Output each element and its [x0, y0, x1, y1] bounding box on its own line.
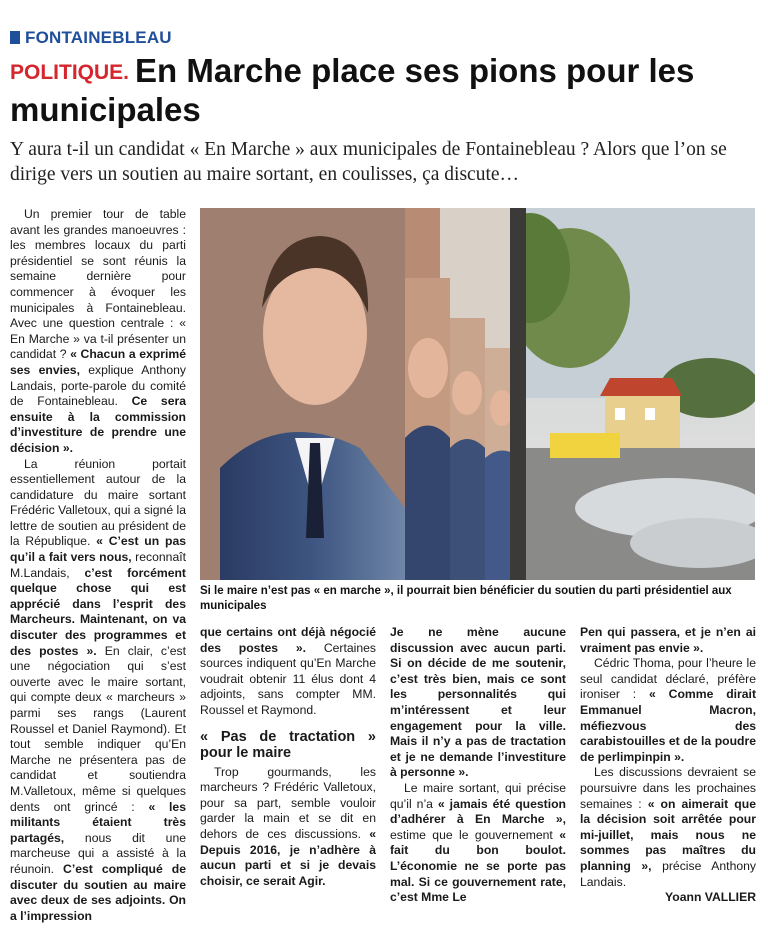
paragraph: Les discussions devraient se poursuivre dans les prochaines semaines : « on aimerait que la décision soit arrêtée pour mi-juillet, mais nous ne sommes pas maîtres du planning », précise Anthony Landais.	[580, 765, 756, 889]
photo-caption: Si le maire n’est pas « en marche », il pourrait bien bénéficier du soutien du parti présidentiel aux municipales	[200, 585, 732, 612]
paragraph: Pen qui passera, et je n’en ai vraiment pas envie ».	[580, 625, 756, 655]
article-headline	[10, 52, 758, 128]
paragraph: Le maire sortant, qui précise qu’il n’a « jamais été question d’adhérer à En Marche », estime que le gouvernement « fait du bon boulot. L’économie ne se porte pas mal. Si ce gouvernement rate, c’est Mme Le	[390, 780, 566, 905]
headline-title: En Marche place ses pions pour les municipales	[10, 52, 695, 128]
section-marker	[10, 31, 20, 44]
article-column-2	[200, 625, 376, 889]
paragraph: Trop gourmands, les marcheurs ? Frédéric Valletoux, pour sa part, semble vouloir garder la main et se dit en dehors de ces discussions. « Depuis 2016, je n’adhère à aucun parti et si je devais choisir, ce serait Agir.	[200, 764, 376, 888]
article-photo	[200, 208, 755, 580]
paragraph: Je ne mène aucune discussion avec aucun parti. Si on décide de me soutenir, c’est très bien, mais ce sont les personnalités qui m’intéressent et leur engagement pour la ville. Mais il n’y a pas de tractation et je ne demande l’investiture à personne ».	[390, 625, 566, 780]
author-signature: Yoann VALLIER	[665, 890, 756, 905]
paragraph: Cédric Thoma, pour l’heure le seul candidat déclaré, préfère ironiser : « Comme dirait Emmanuel Macron, méfiezvous des carabistouilles et de la poudre de perlimpinpin ».	[580, 656, 757, 764]
section-label	[10, 28, 172, 48]
article-column-3	[390, 625, 566, 906]
headline-kicker: POLITIQUE.	[10, 61, 130, 84]
paragraph: que certains ont déjà négocié des postes ». Certaines sources indiquent qu’En Marche voudrait obtenir 11 élus dont 4 adjoints, sans compter MM. Roussel et Raymond.	[200, 625, 376, 717]
section-name: FONTAINEBLEAU	[25, 28, 172, 47]
article-standfirst: Y aura t-il un candidat « En Marche » aux municipales de Fontainebleau ? Alors que l’on se dirige vers un soutien au maire sortant, en coulisses, ça discute…	[10, 139, 727, 185]
article-subheading: « Pas de tractation » pour le maire	[200, 728, 376, 761]
paragraph: Un premier tour de table avant les grandes manoeuvres : les membres locaux du parti présidentiel se sont réunis la semaine dernière pour commencer à évoquer les municipales à Fontainebleau. Avec une question centrale : « En Marche » va t-il présenter un candidat ? « Chacun a exprimé ses envies, explique Anthony Landais, porte-parole du comité de Fontainebleau. Ce sera ensuite à la commission d’investiture de prendre une décision ».	[10, 207, 186, 455]
paragraph: La réunion portait essentiellement autour de la candidature du maire sortant Frédéric Valletoux, qui a signé la lettre de soutien au président de la République. « C’est un pas qu’il a fait vers nous, reconnaît M.Landais, c’est forcément quelque chose qui est apprécié dans l’esprit des Marcheurs. Maintenant, on va discuter des programmes et des postes ». En clair, c’est une négociation qui s’est ouverte avec le maire sortant, qui compte deux « marcheurs » parmi ses rangs (Laurent Roussel et Daniel Raymond). Et tout semble indiquer qu’En Marche ne présentera pas de candidat et soutiendra M.Valletoux, même si quelques dents ont grincé : « les militants étaient très partagés, nous dit une marcheuse qui a assisté à la réunoin. C’est compliqué de discuter du soutien au maire avec deux de ses adjoints. On a l’impression	[10, 456, 187, 923]
article-column-4	[580, 625, 756, 906]
article-column-1	[10, 207, 186, 924]
